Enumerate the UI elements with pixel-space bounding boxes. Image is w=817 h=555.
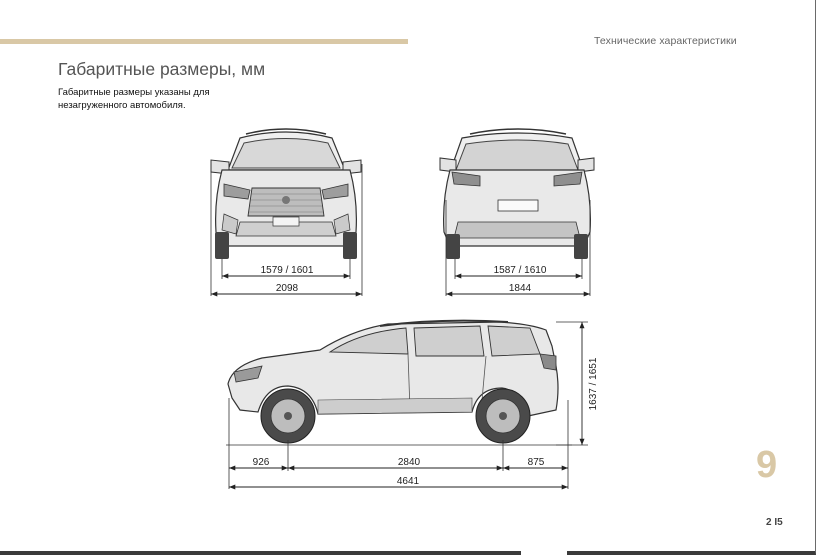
intro-line-1: Габаритные размеры указаны для <box>58 87 210 98</box>
footer-mark <box>521 546 567 555</box>
front-overhang-label: 926 <box>252 457 270 468</box>
rear-track-label: 1587 / 1610 <box>493 265 547 276</box>
chapter-number: 9 <box>756 444 778 486</box>
section-title: Технические характеристики <box>594 35 737 47</box>
height-label: 1637 / 1651 <box>588 357 599 411</box>
front-overall-width-label: 2098 <box>275 283 299 294</box>
page-title: Габаритные размеры, мм <box>58 59 266 79</box>
rear-overall-width-label: 1844 <box>508 283 532 294</box>
overall-length-label: 4641 <box>396 476 420 487</box>
intro-line-2: незагруженного автомобиля. <box>58 100 186 111</box>
wheelbase-label: 2840 <box>397 457 421 468</box>
page-number: 2 I5 <box>766 517 783 528</box>
front-track-label: 1579 / 1601 <box>260 265 314 276</box>
rear-overhang-label: 875 <box>527 457 545 468</box>
